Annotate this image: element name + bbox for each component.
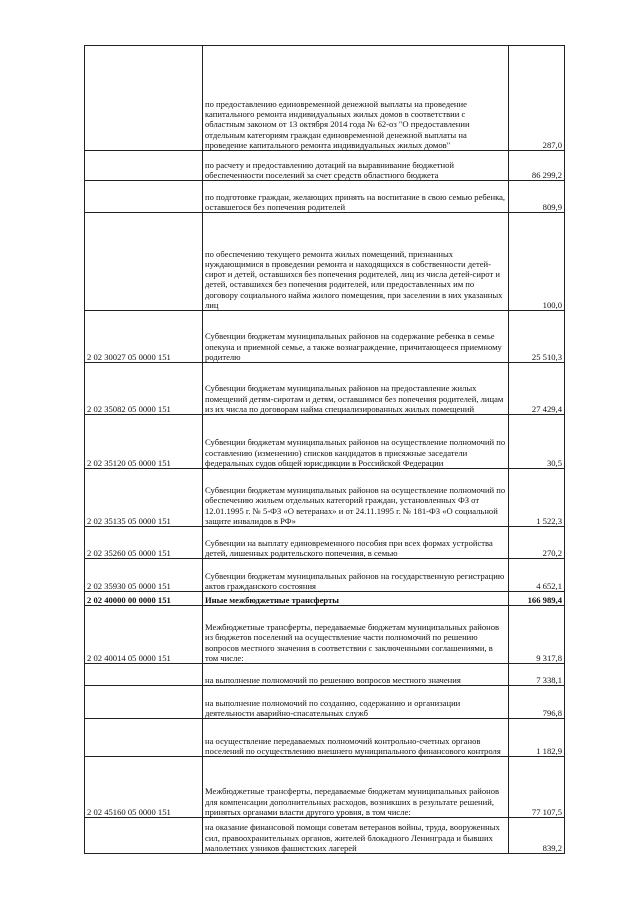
row-code-cell [85,151,203,181]
row-sum-cell: 809,9 [509,181,565,213]
row-name-cell: Субвенции бюджетам муниципальных районов на предоставление жилых помещений детям-сиротам и детям, оставшимся без попечения родителей, лицам из их числа по договорам найма специализированных жилых помещений [203,363,509,415]
row-name-cell: на осуществление передаваемых полномочий контрольно-счетных органов поселений по осуществлению внешнего муниципального финансового контроля [203,719,509,757]
table-row [85,415,565,469]
row-sum-cell: 30,5 [509,415,565,469]
table-row [85,46,565,151]
row-code-cell: 2 02 40014 05 0000 151 [85,606,203,664]
table-row [85,311,565,363]
budget-table-body [85,46,565,854]
row-code-cell [85,686,203,719]
table-row [85,719,565,757]
row-name-cell: Субвенции бюджетам муниципальных районов на осуществление полномочий по составлению (изменению) списков кандидатов в присяжные заседатели федеральных судов общей юрисдикции в Российской Федерации [203,415,509,469]
row-code-cell [85,664,203,686]
row-sum-cell: 270,2 [509,527,565,559]
row-sum-cell: 27 429,4 [509,363,565,415]
row-name-cell: по обеспечению текущего ремонта жилых помещений, признанных нуждающимися в проведении ремонта и находящихся в собственности детей-сирот и детей, оставшихся без попечения родителей, лиц из числа детей-сирот и детей, оставшихся без попечения родителей, или предоставленных им по договору социального найма жилого помещения, при заселении в них указанных лиц [203,213,509,311]
row-name-cell: Субвенции бюджетам муниципальных районов на государственную регистрацию актов гражданского состояния [203,559,509,592]
row-name-cell: Межбюджетные трансферты, передаваемые бюджетам муниципальных районов для компенсации дополнительных расходов, возникших в результате решений, принятых органами власти другого уровня, в том числе: [203,757,509,818]
row-code-cell [85,46,203,151]
table-row [85,686,565,719]
row-name-cell: на оказание финансовой помощи советам ветеранов войны, труда, вооруженных сил, правоохранительных органов, жителей блокадного Ленинграда и бывших малолетних узников фашистских лагерей [203,818,509,854]
row-name-cell: по подготовке граждан, желающих принять на воспитание в свою семью ребенка, оставшегося без попечения родителей [203,181,509,213]
row-name-cell: по расчету и предоставлению дотаций на выравнивание бюджетной обеспеченности поселений за счет средств областного бюджета [203,151,509,181]
table-row [85,757,565,818]
row-sum-cell: 7 338,1 [509,664,565,686]
row-code-cell: 2 02 35260 05 0000 151 [85,527,203,559]
table-row [85,818,565,854]
table-row [85,213,565,311]
row-code-cell: 2 02 30027 05 0000 151 [85,311,203,363]
row-name-cell: по предоставлению единовременной денежной выплаты на проведение капитального ремонта индивидуальных жилых домов в соответствии с областным законом от 13 октября 2014 года № 62-оз "О предоставлении отдельным категориям граждан единовременной денежной выплаты на проведение капитального ремонта индивидуальных жилых домов" [203,46,509,151]
row-sum-cell: 9 317,8 [509,606,565,664]
row-sum-cell: 86 299,2 [509,151,565,181]
row-name-cell: Субвенции бюджетам муниципальных районов на осуществление полномочий по обеспечению жильем отдельных категорий граждан, установленных ФЗ от 12.01.1995 г. № 5-ФЗ «О ветеранах» и от 24.11.1995 г. № 181-ФЗ «О социальной защите инвалидов в РФ» [203,469,509,527]
budget-table [84,45,565,854]
table-row [85,664,565,686]
row-name-cell: на выполнение полномочий по созданию, содержанию и организации деятельности аварийно-спасательных служб [203,686,509,719]
table-row [85,469,565,527]
table-row [85,606,565,664]
row-name-cell: Межбюджетные трансферты, передаваемые бюджетам муниципальных районов из бюджетов поселений на осуществление части полномочий по решению вопросов местного значения в соответствии с заключенными соглашениями, в том числе: [203,606,509,664]
row-code-cell: 2 02 40000 00 0000 151 [85,592,203,606]
row-name-cell: Субвенции бюджетам муниципальных районов на содержание ребенка в семье опекуна и приемной семье, а также вознаграждение, причитающееся приемному родителю [203,311,509,363]
row-name-cell: Иные межбюджетные трансферты [203,592,509,606]
row-code-cell: 2 02 45160 05 0000 151 [85,757,203,818]
row-sum-cell: 25 510,3 [509,311,565,363]
row-code-cell [85,719,203,757]
row-sum-cell: 100,0 [509,213,565,311]
table-row [85,151,565,181]
table-row [85,559,565,592]
row-sum-cell: 166 989,4 [509,592,565,606]
row-sum-cell: 1 182,9 [509,719,565,757]
row-sum-cell: 839,2 [509,818,565,854]
row-sum-cell: 796,8 [509,686,565,719]
row-code-cell [85,181,203,213]
row-code-cell [85,818,203,854]
row-code-cell: 2 02 35930 05 0000 151 [85,559,203,592]
row-code-cell: 2 02 35135 05 0000 151 [85,469,203,527]
row-name-cell: Субвенции на выплату единовременного пособия при всех формах устройства детей, лишенных родительского попечения, в семью [203,527,509,559]
row-sum-cell: 287,0 [509,46,565,151]
table-row [85,181,565,213]
row-code-cell: 2 02 35082 05 0000 151 [85,363,203,415]
table-row [85,592,565,606]
row-sum-cell: 77 107,5 [509,757,565,818]
row-code-cell: 2 02 35120 05 0000 151 [85,415,203,469]
row-code-cell [85,213,203,311]
row-sum-cell: 1 522,3 [509,469,565,527]
table-row [85,527,565,559]
row-name-cell: на выполнение полномочий по решению вопросов местного значения [203,664,509,686]
table-row [85,363,565,415]
row-sum-cell: 4 652,1 [509,559,565,592]
